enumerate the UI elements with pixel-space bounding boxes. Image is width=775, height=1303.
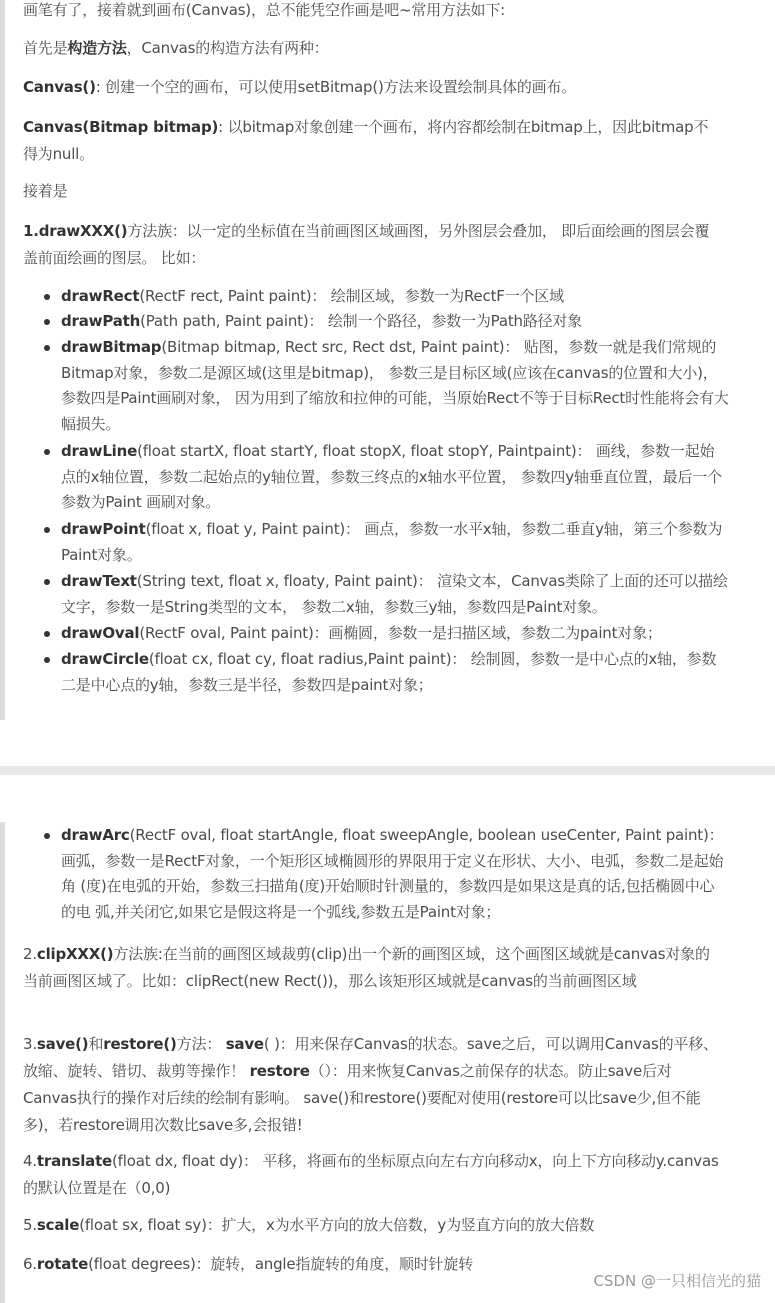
ctor1-text: : 创建一个空的画布，可以使用setBitmap()方法来设置绘制具体的画布。: [95, 78, 577, 96]
list-item: [61, 823, 729, 925]
section-number: 2.: [23, 945, 37, 963]
article-block-bottom: [0, 822, 775, 1303]
rotate-text: (float degrees)：旋转，angle指旋转的角度，顺时针旋转: [88, 1255, 474, 1273]
method-name: drawCircle: [61, 650, 149, 668]
method-name: drawRect: [61, 287, 140, 305]
restore-keyword: restore: [249, 1062, 310, 1080]
csdn-watermark: CSDN @一只相信光的猫: [593, 1272, 761, 1290]
intro-paragraph: 画笔有了，接着就到画布(Canvas)，总不能凭空作画是吧~常用方法如下:: [23, 1, 505, 19]
clip-bold: clipXXX(): [36, 945, 114, 963]
ctor2-text: : 以bitmap对象创建一个画布，将内容都绘制在bitmap上，因此bitmap不得为null。: [23, 118, 709, 163]
save-text1: 方法：: [176, 1035, 226, 1053]
method-desc: (Bitmap bitmap, Rect src, Rect dst, Paint paint)： 贴图，参数一就是我们常规的Bitmap对象，参数二是源区域(这里是bitmap)， 参数三是目标区域(应该在canvas的位置和大小)，参数四是Paint画刷对象， 因为用到了缩放和拉伸的可能，当原始Rect不等于目标Rect时性能将会有大幅损失。: [61, 338, 729, 433]
list-item: [61, 439, 729, 516]
save-bold: save(): [36, 1035, 89, 1053]
method-name: drawArc: [61, 826, 130, 844]
clip-section: [23, 941, 723, 995]
save-and: 和: [88, 1035, 104, 1053]
rotate-bold: rotate: [36, 1255, 89, 1273]
section-number: 5.: [23, 1216, 37, 1234]
translate-text: (float dx, float dy)： 平移，将画布的坐标原点向左右方向移动x，向上下方向移动y.canvas的默认位置是在（0,0): [23, 1152, 719, 1197]
save-keyword: save: [225, 1035, 264, 1053]
method-desc: (RectF rect, Paint paint)： 绘制区域，参数一为RectF一个区域: [139, 287, 564, 305]
method-desc: (float x, float y, Paint paint)： 画点，参数一水平x轴，参数二垂直y轴，第三个参数为Paint对象。: [61, 520, 723, 564]
next-label: 接着是: [23, 182, 68, 200]
translate-section: [23, 1148, 723, 1202]
method-desc: (RectF oval, Paint paint)：画椭圆，参数一是扫描区域，参数二为paint对象；: [139, 624, 662, 642]
method-name: drawText: [61, 572, 137, 590]
list-item: [61, 517, 729, 568]
save-text3: （）：用来恢复Canvas之前保存的状态。防止save后对Canvas执行的操作对后续的绘制有影响。 save()和restore()要配对使用(restore可以比save少,但不能多)，若restore调用次数比save多,会报错!: [23, 1062, 701, 1134]
method-desc: (RectF oval, float startAngle, float sweepAngle, boolean useCenter, Paint paint)： 画弧，参数一是RectF对象，一个矩形区域椭圆形的界限用于定义在形状、大小、电弧，参数二是起始角 (度)在电弧的开始，参数三扫描角(度)开始顺时针测量的，参数四是如果这是真的话,包括椭圆中心的电 弧,并关闭它,如果它是假这将是一个弧线,参数五是Paint对象；: [61, 826, 724, 921]
section-number: 4.: [23, 1152, 37, 1170]
draw-section-bold: 1.drawXXX(): [23, 222, 128, 240]
method-name: drawOval: [61, 624, 140, 642]
save-restore-section: [23, 1031, 723, 1139]
list-item: [61, 621, 729, 647]
section-divider: [0, 766, 775, 775]
list-item: [61, 309, 729, 335]
constructor-bitmap: [23, 114, 723, 168]
ctor1-name: Canvas(): [23, 78, 96, 96]
method-name: drawBitmap: [61, 338, 162, 356]
clip-text: 方法族:在当前的画图区域裁剪(clip)出一个新的画图区域，这个画图区域就是canvas对象的当前画图区域了。比如：clipRect(new Rect())，那么该矩形区域就是canvas的当前画图区域: [23, 945, 710, 990]
list-item: [61, 284, 729, 310]
section-number: 6.: [23, 1255, 37, 1273]
method-desc: (float startX, float startY, float stopX, float stopY, Paintpaint)： 画线，参数一起始点的x轴位置，参数二起始点的y轴位置，参数三终点的x轴水平位置， 参数四y轴垂直位置，最后一个参数为Paint 画刷对象。: [61, 442, 722, 511]
method-name: drawPoint: [61, 520, 146, 538]
method-name: drawLine: [61, 442, 138, 460]
restore-bold: restore(): [103, 1035, 177, 1053]
method-desc: (String text, float x, floaty, Paint paint)： 渲染文本，Canvas类除了上面的还可以描绘文字，参数一是String类型的文本， 参数二x轴，参数三y轴，参数四是Paint对象。: [61, 572, 728, 616]
save-text2: ( )：用来保存Canvas的状态。save之后，可以调用Canvas的平移、放缩、旋转、错切、裁剪等操作！: [23, 1035, 718, 1080]
list-item: [61, 569, 729, 620]
scale-bold: scale: [36, 1216, 80, 1234]
section-number: 3.: [23, 1035, 37, 1053]
draw-section-text: 方法族：以一定的坐标值在当前画图区域画图，另外图层会叠加， 即后面绘画的图层会覆盖前面绘画的图层。 比如：: [23, 222, 710, 267]
method-name: drawPath: [61, 312, 141, 330]
ctor-intro-bold: 构造方法: [67, 39, 127, 57]
constructor-empty: [23, 74, 723, 101]
scale-section: [23, 1212, 723, 1239]
method-desc: (Path path, Paint paint)： 绘制一个路径，参数一为Path路径对象: [140, 312, 583, 330]
ctor-intro-post: ，Canvas的构造方法有两种：: [126, 39, 329, 57]
translate-bold: translate: [36, 1152, 113, 1170]
list-item: [61, 647, 729, 698]
constructor-intro: [23, 35, 723, 62]
method-desc: (float cx, float cy, float radius,Paint paint)： 绘制圆，参数一是中心点的x轴，参数二是中心点的y轴，参数三是半径，参数四是paint对象；: [61, 650, 717, 694]
ctor-intro-pre: 首先是: [23, 39, 68, 57]
draw-section-heading: [23, 218, 723, 272]
list-item: [61, 335, 729, 437]
scale-text: (float sx, float sy)：扩大，x为水平方向的放大倍数，y为竖直方向的放大倍数: [79, 1216, 595, 1234]
ctor2-name: Canvas(Bitmap bitmap): [23, 118, 219, 136]
